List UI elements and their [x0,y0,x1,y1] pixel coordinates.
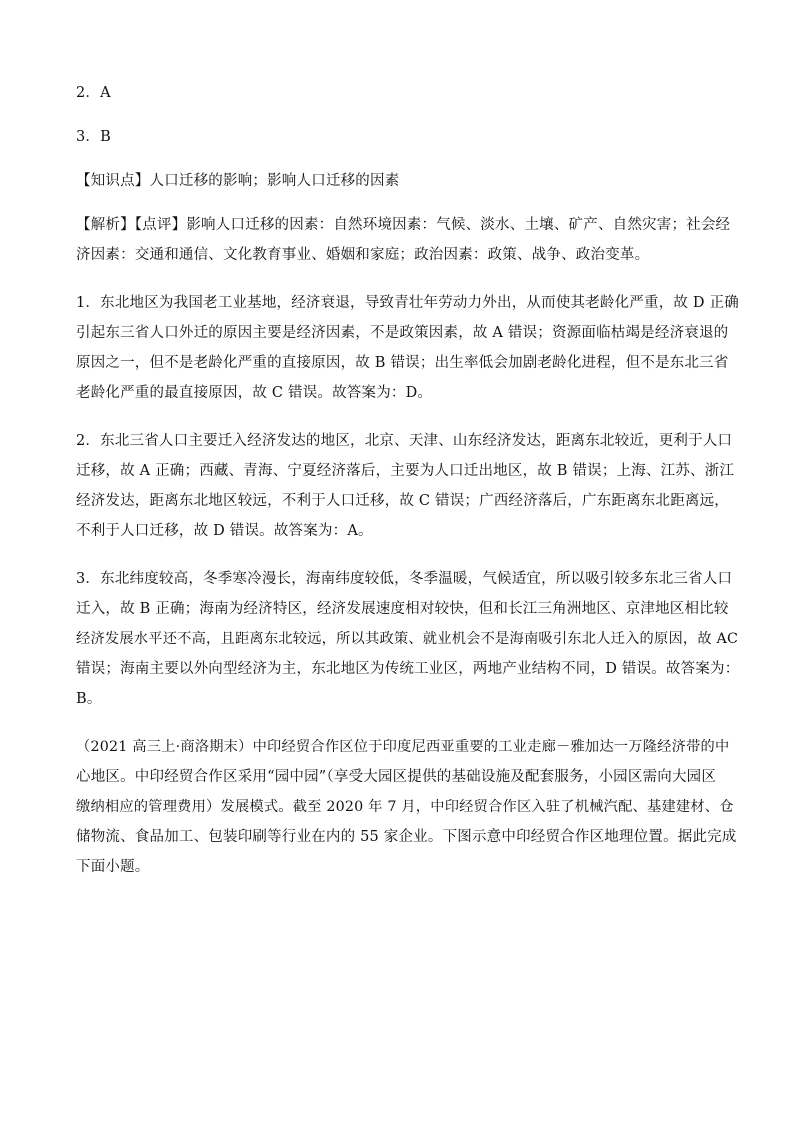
question-stem-line-4: 储物流、食品加工、包装印刷等行业在内的 55 家企业。下图示意中印经贸合作区地理位置。据此完成 [76,829,737,845]
explanation-q1-line-4: 老龄化严重的最直接原因，故 C 错误。故答案为：D。 [76,385,433,401]
explanation-q1-line-3: 原因之一，但不是老龄化严重的直接原因，故 B 错误；出生率低会加剧老龄化进程，但不是东北三省 [76,355,729,371]
answer-2: 2．A [76,85,111,101]
explanation-q3-line-5: B。 [76,691,102,707]
explanation-q2-line-4: 不利于人口迁移，故 D 错误。故答案为：A。 [76,523,373,539]
question-stem-line-3: 缴纳相应的管理费用）发展模式。截至 2020 年 7 月，中印经贸合作区入驻了机械汽配、基建建材、仓 [76,799,734,815]
explanation-q3-line-2: 迁入，故 B 正确；海南为经济特区，经济发展速度相对较快，但和长江三角洲地区、京津地区相比较 [76,601,729,617]
question-stem-line-1: （2021 高三上·商洛期末）中印经贸合作区位于印度尼西亚重要的工业走廊－雅加达一万隆经济带的中 [76,739,730,755]
explanation-q3-line-1: 3．东北纬度较高，冬季寒冷漫长，海南纬度较低，冬季温暖，气候适宜，所以吸引较多东北三省人口 [76,571,733,587]
knowledge-point: 【知识点】人口迁移的影响；影响人口迁移的因素 [76,173,400,189]
explanation-q3-line-3: 经济发展水平还不高，且距离东北较远，所以其政策、就业机会不是海南吸引东北人迁入的原因，故 AC [76,631,739,647]
explanation-q1-line-2: 引起东三省人口外迁的原因主要是经济因素，不是政策因素，故 A 错误；资源面临枯竭是经济衰退的 [76,325,729,341]
explanation-q1-line-1: 1．东北地区为我国老工业基地，经济衰退，导致青壮年劳动力外出，从而使其老龄化严重，故 D 正确 [76,295,739,311]
explanation-q3-line-4: 错误；海南主要以外向型经济为主，东北地区为传统工业区，两地产业结构不同，D 错误。故答案为： [76,661,740,677]
explanation-q2-line-1: 2．东北三省人口主要迁入经济发达的地区，北京、天津、山东经济发达，距离东北较近，更利于人口 [76,433,733,449]
explanation-q2-line-2: 迁移，故 A 正确；西藏、青海、宁夏经济落后，主要为人口迁出地区，故 B 错误；上海、江苏、浙江 [76,463,735,479]
explanation-q2-line-3: 经济发达，距离东北地区较远，不利于人口迁移，故 C 错误；广西经济落后，广东距离东北距离远， [76,493,730,509]
question-stem-line-5: 下面小题。 [76,859,150,875]
question-stem-line-2: 心地区。中印经贸合作区采用“园中园”（享受大园区提供的基础设施及配套服务，小园区需向大园区 [76,769,717,785]
answer-3: 3．B [76,129,111,145]
analysis-line-2: 济因素：交通和通信、文化教育事业、婚姻和家庭；政治因素：政策、战争、政治变革。 [76,247,650,263]
analysis-line-1: 【解析】【点评】影响人口迁移的因素：自然环境因素：气候、淡水、土壤、矿产、自然灾害；社会经 [76,217,731,233]
